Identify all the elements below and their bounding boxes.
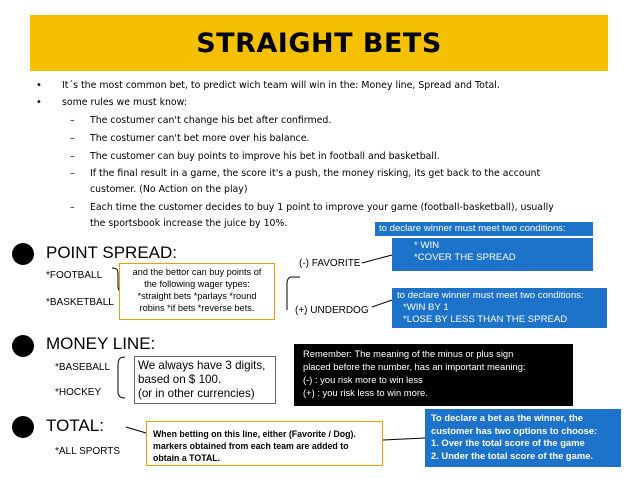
- bullet-marker: •: [36, 80, 42, 91]
- note-line: robins *if bets *reverse bets.: [139, 303, 255, 313]
- baseball-label: *BASEBALL: [55, 362, 111, 373]
- note-line: 2. Under the total score of the game.: [431, 449, 594, 461]
- underdog-label: (+) UNDERDOG: [295, 305, 369, 316]
- note-line: markers obtained from each team are added to: [153, 441, 349, 451]
- note-line: *straight bets *parlays *round: [137, 291, 257, 301]
- declare-winner-note: [425, 409, 621, 467]
- note-line: (+) : you risk less to win more.: [303, 387, 428, 398]
- note-line: the following wager types:: [144, 279, 250, 289]
- section-dot-icon: [12, 243, 34, 265]
- page-title: STRAIGHT BETS: [196, 27, 442, 59]
- buy-points-note: [119, 263, 275, 320]
- note-line: customer has two options to choose:: [431, 424, 598, 436]
- rule-marker: –: [70, 133, 75, 144]
- rule-text: The costumer can't change his bet after confirmed.: [90, 115, 332, 126]
- note-line: When betting on this line, either (Favorite / Dog).: [153, 429, 356, 439]
- total-heading: TOTAL:: [46, 416, 104, 435]
- remember-note: [294, 344, 573, 406]
- note-line: (-) : you risk more to win less: [303, 374, 423, 385]
- note-line: 1. Over the total score of the game: [431, 437, 585, 448]
- underdog-conditions-box: [392, 288, 607, 328]
- note-line: Remember: The meaning of the minus or plus sign: [303, 348, 514, 359]
- digits-note: [134, 356, 276, 404]
- section-dot-icon: [12, 335, 34, 357]
- bullet-marker: •: [36, 97, 42, 108]
- note-line: To declare a bet as the winner, the: [431, 412, 583, 423]
- conditions-header: to declare winner must meet two conditions:: [397, 290, 584, 301]
- note-line: (or in other currencies): [138, 387, 255, 400]
- rule-marker: –: [70, 115, 75, 126]
- rule-text: The customer can buy points to improve his bet in football and basketball.: [90, 151, 440, 162]
- all-sports-label: *ALL SPORTS: [55, 446, 121, 457]
- rule-marker: –: [70, 202, 75, 213]
- rule-marker: –: [70, 168, 75, 179]
- rule-text: The costumer can't bet more over his balance.: [90, 133, 310, 144]
- basketball-label: *BASKETBALL: [46, 297, 114, 308]
- rule-text: customer. (No Action on the play): [90, 184, 248, 195]
- condition-line: * WIN: [414, 240, 440, 251]
- football-label: *FOOTBALL: [46, 270, 103, 281]
- section-dot-icon: [12, 416, 34, 438]
- rule-text: the sportsbook increase the juice by 10%.: [90, 218, 288, 229]
- condition-line: *LOSE BY LESS THAN THE SPREAD: [403, 314, 568, 325]
- rule-text: If the final result in a game, the score it's a push, the money risking, its get back to the account: [90, 168, 541, 179]
- total-note: [146, 421, 383, 466]
- note-line: obtain a TOTAL.: [153, 453, 221, 463]
- note-line: and the bettor can buy points of: [132, 267, 262, 277]
- bullet-text: some rules we must know:: [62, 97, 187, 108]
- bullet-text: It´s the most common bet, to predict wich team will win in the: Money line, Spread and Total.: [62, 80, 500, 91]
- condition-line: *WIN BY 1: [403, 302, 449, 313]
- favorite-label: (-) FAVORITE: [299, 258, 361, 269]
- note-line: based on $ 100.: [138, 373, 222, 386]
- note-line: We always have 3 digits,: [138, 359, 266, 372]
- rule-text: Each time the customer decides to buy 1 point to improve your game (football-basketball), usually: [90, 202, 554, 213]
- note-line: placed before the number, has an important meaning:: [303, 361, 526, 372]
- rule-marker: –: [70, 151, 75, 162]
- favorite-conditions-header: to declare winner must meet two conditions:: [375, 222, 593, 236]
- favorite-conditions-box: [392, 238, 593, 271]
- money-line-heading: MONEY LINE:: [46, 334, 156, 353]
- hockey-label: *HOCKEY: [55, 387, 102, 398]
- point-spread-heading: POINT SPREAD:: [46, 243, 177, 262]
- condition-line: *COVER THE SPREAD: [414, 252, 516, 263]
